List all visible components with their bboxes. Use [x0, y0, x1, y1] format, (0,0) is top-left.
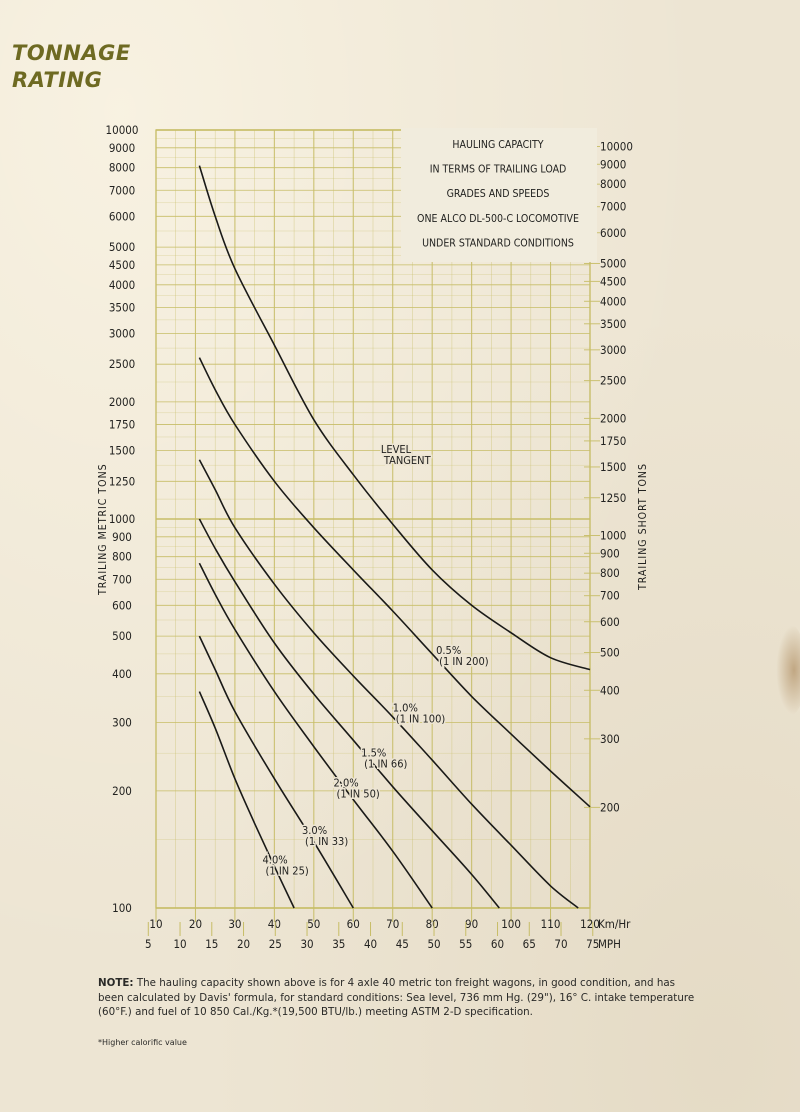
- left-tick-label: 6000: [108, 209, 136, 224]
- right-axis-title: TRAILING SHORT TONS: [637, 463, 649, 590]
- mph-tick-label: 5: [144, 937, 152, 951]
- left-tick-label: 300: [112, 715, 132, 730]
- chart-title-line: GRADES AND SPEEDS: [446, 188, 550, 201]
- right-tick-label: 300: [600, 731, 620, 746]
- right-tick-label: 1000: [600, 528, 627, 543]
- curve-label: 3.0%: [301, 823, 328, 837]
- left-tick-label: 3500: [108, 300, 136, 315]
- left-tick-label: 1500: [108, 443, 136, 458]
- left-tick-label: 900: [112, 529, 132, 544]
- curve-label: (1 IN 200): [439, 654, 489, 668]
- left-tick-label: 500: [112, 629, 132, 644]
- right-tick-label: 3000: [600, 342, 627, 357]
- right-tick-label: 1250: [600, 490, 627, 505]
- kmh-tick-label: 120: [580, 917, 600, 931]
- mph-tick-label: 35: [332, 937, 346, 951]
- left-tick-label: 10000: [105, 123, 139, 137]
- right-tick-label: 900: [600, 546, 620, 561]
- right-tick-label: 9000: [600, 157, 627, 172]
- mph-tick-label: 15: [205, 937, 219, 951]
- mph-tick-label: 45: [395, 937, 409, 951]
- right-tick-label: 7000: [600, 199, 627, 214]
- curve-label: (1 IN 33): [304, 834, 349, 848]
- right-tick-label: 10000: [600, 139, 633, 154]
- curve-label: (1 IN 100): [395, 712, 446, 726]
- kmh-tick-label: 80: [425, 917, 439, 931]
- right-tick-label: 6000: [600, 225, 627, 240]
- right-tick-label: 200: [600, 800, 620, 815]
- mph-tick-label: 50: [427, 937, 441, 951]
- right-tick-label: 1750: [600, 433, 627, 448]
- kmh-tick-label: 30: [228, 917, 242, 931]
- kmh-tick-label: 100: [501, 917, 521, 931]
- left-tick-label: 2000: [108, 394, 136, 409]
- left-tick-label: 9000: [108, 140, 136, 155]
- left-tick-label: 1250: [108, 474, 136, 489]
- note-text: The hauling capacity shown above is for 4 axle 40 metric ton freight wagons, in good condition, and has been calculated by Davis' formula, for standard conditions: Sea level, 736 mm Hg. (29"), 16° C. intake temperature (60°F.) and fuel of 10 850 Cal./Kg.*(19,500 BTU/lb.) meeting ASTM 2-D specification.: [98, 977, 695, 1018]
- mph-tick-label: 70: [554, 937, 568, 951]
- left-tick-label: 7000: [108, 183, 136, 198]
- left-tick-label: 1000: [108, 512, 136, 526]
- left-tick-label: 1750: [108, 417, 136, 432]
- curve-label: 4.0%: [262, 853, 288, 867]
- mph-tick-label: 30: [300, 937, 314, 951]
- curve-label: (1 IN 66): [364, 757, 408, 771]
- mph-tick-label: 75: [586, 937, 600, 951]
- mph-tick-label: 40: [363, 937, 378, 951]
- left-axis-title: TRAILING METRIC TONS: [97, 463, 109, 595]
- note-paragraph: [98, 976, 704, 1020]
- curve-0-5-1-in-200-: [199, 358, 590, 807]
- chart-title-line: UNDER STANDARD CONDITIONS: [422, 237, 574, 250]
- curve-label: 1.5%: [361, 746, 387, 760]
- left-tick-label: 8000: [108, 160, 136, 175]
- right-tick-label: 700: [600, 588, 620, 603]
- chart-title-line: IN TERMS OF TRAILING LOAD: [429, 163, 567, 176]
- left-tick-label: 200: [112, 783, 132, 798]
- right-tick-label: 5000: [600, 256, 627, 271]
- kmh-tick-label: 70: [386, 917, 400, 931]
- right-tick-label: 400: [600, 683, 620, 698]
- mph-axis-label: MPH: [598, 937, 621, 951]
- mph-tick-label: 10: [173, 937, 187, 951]
- right-tick-label: 3500: [600, 316, 627, 331]
- curve-label: (1 IN 25): [265, 864, 309, 878]
- note-label: NOTE:: [98, 977, 134, 989]
- kmh-tick-label: 40: [267, 917, 281, 931]
- kmh-tick-label: 20: [188, 917, 203, 931]
- page-title-line2: RATING: [12, 68, 103, 92]
- left-tick-label: 2500: [108, 357, 136, 372]
- curve-1-5-1-in-66-: [199, 519, 499, 908]
- page-title-line1: TONNAGE: [12, 41, 131, 65]
- mph-tick-label: 25: [268, 937, 282, 951]
- kmh-tick-label: 60: [346, 917, 360, 931]
- curve-label: TANGENT: [383, 453, 431, 467]
- kmh-axis-label: Km/Hr: [598, 917, 631, 931]
- right-tick-label: 4000: [600, 294, 627, 309]
- left-tick-label: 4000: [108, 277, 136, 292]
- curve-label: 0.5%: [436, 643, 462, 657]
- left-tick-label: 4500: [108, 257, 136, 272]
- chart-title-line: HAULING CAPACITY: [452, 139, 544, 151]
- mph-tick-label: 20: [236, 937, 251, 951]
- left-tick-label: 100: [112, 901, 132, 915]
- mph-tick-label: 55: [459, 937, 473, 951]
- left-tick-label: 3000: [108, 326, 136, 341]
- left-tick-label: 5000: [108, 240, 136, 255]
- kmh-tick-label: 50: [307, 917, 321, 931]
- curve-1-0-1-in-100-: [199, 460, 578, 908]
- kmh-tick-label: 10: [149, 917, 163, 931]
- right-tick-label: 2500: [600, 373, 627, 388]
- right-tick-label: 1500: [600, 459, 627, 474]
- left-tick-label: 700: [112, 572, 132, 587]
- curve-label: 2.0%: [333, 776, 359, 790]
- kmh-tick-label: 110: [540, 917, 561, 931]
- right-tick-label: 500: [600, 645, 620, 660]
- right-tick-label: 2000: [600, 411, 627, 426]
- mph-tick-label: 60: [490, 937, 505, 951]
- curve-label: 1.0%: [392, 701, 418, 715]
- right-tick-label: 800: [600, 566, 620, 581]
- left-tick-label: 800: [112, 549, 132, 564]
- footnote: *Higher calorific value: [98, 1038, 187, 1047]
- kmh-tick-label: 90: [465, 917, 479, 931]
- right-tick-label: 4500: [600, 274, 627, 289]
- left-tick-label: 600: [112, 598, 132, 613]
- mph-tick-label: 65: [522, 937, 536, 951]
- right-tick-label: 8000: [600, 177, 627, 192]
- right-tick-label: 600: [600, 614, 620, 629]
- curve-label: LEVEL: [380, 442, 412, 456]
- curve-label: (1 IN 50): [336, 787, 380, 801]
- chart-title-line: ONE ALCO DL-500-C LOCOMOTIVE: [417, 212, 579, 225]
- left-tick-label: 400: [112, 666, 132, 681]
